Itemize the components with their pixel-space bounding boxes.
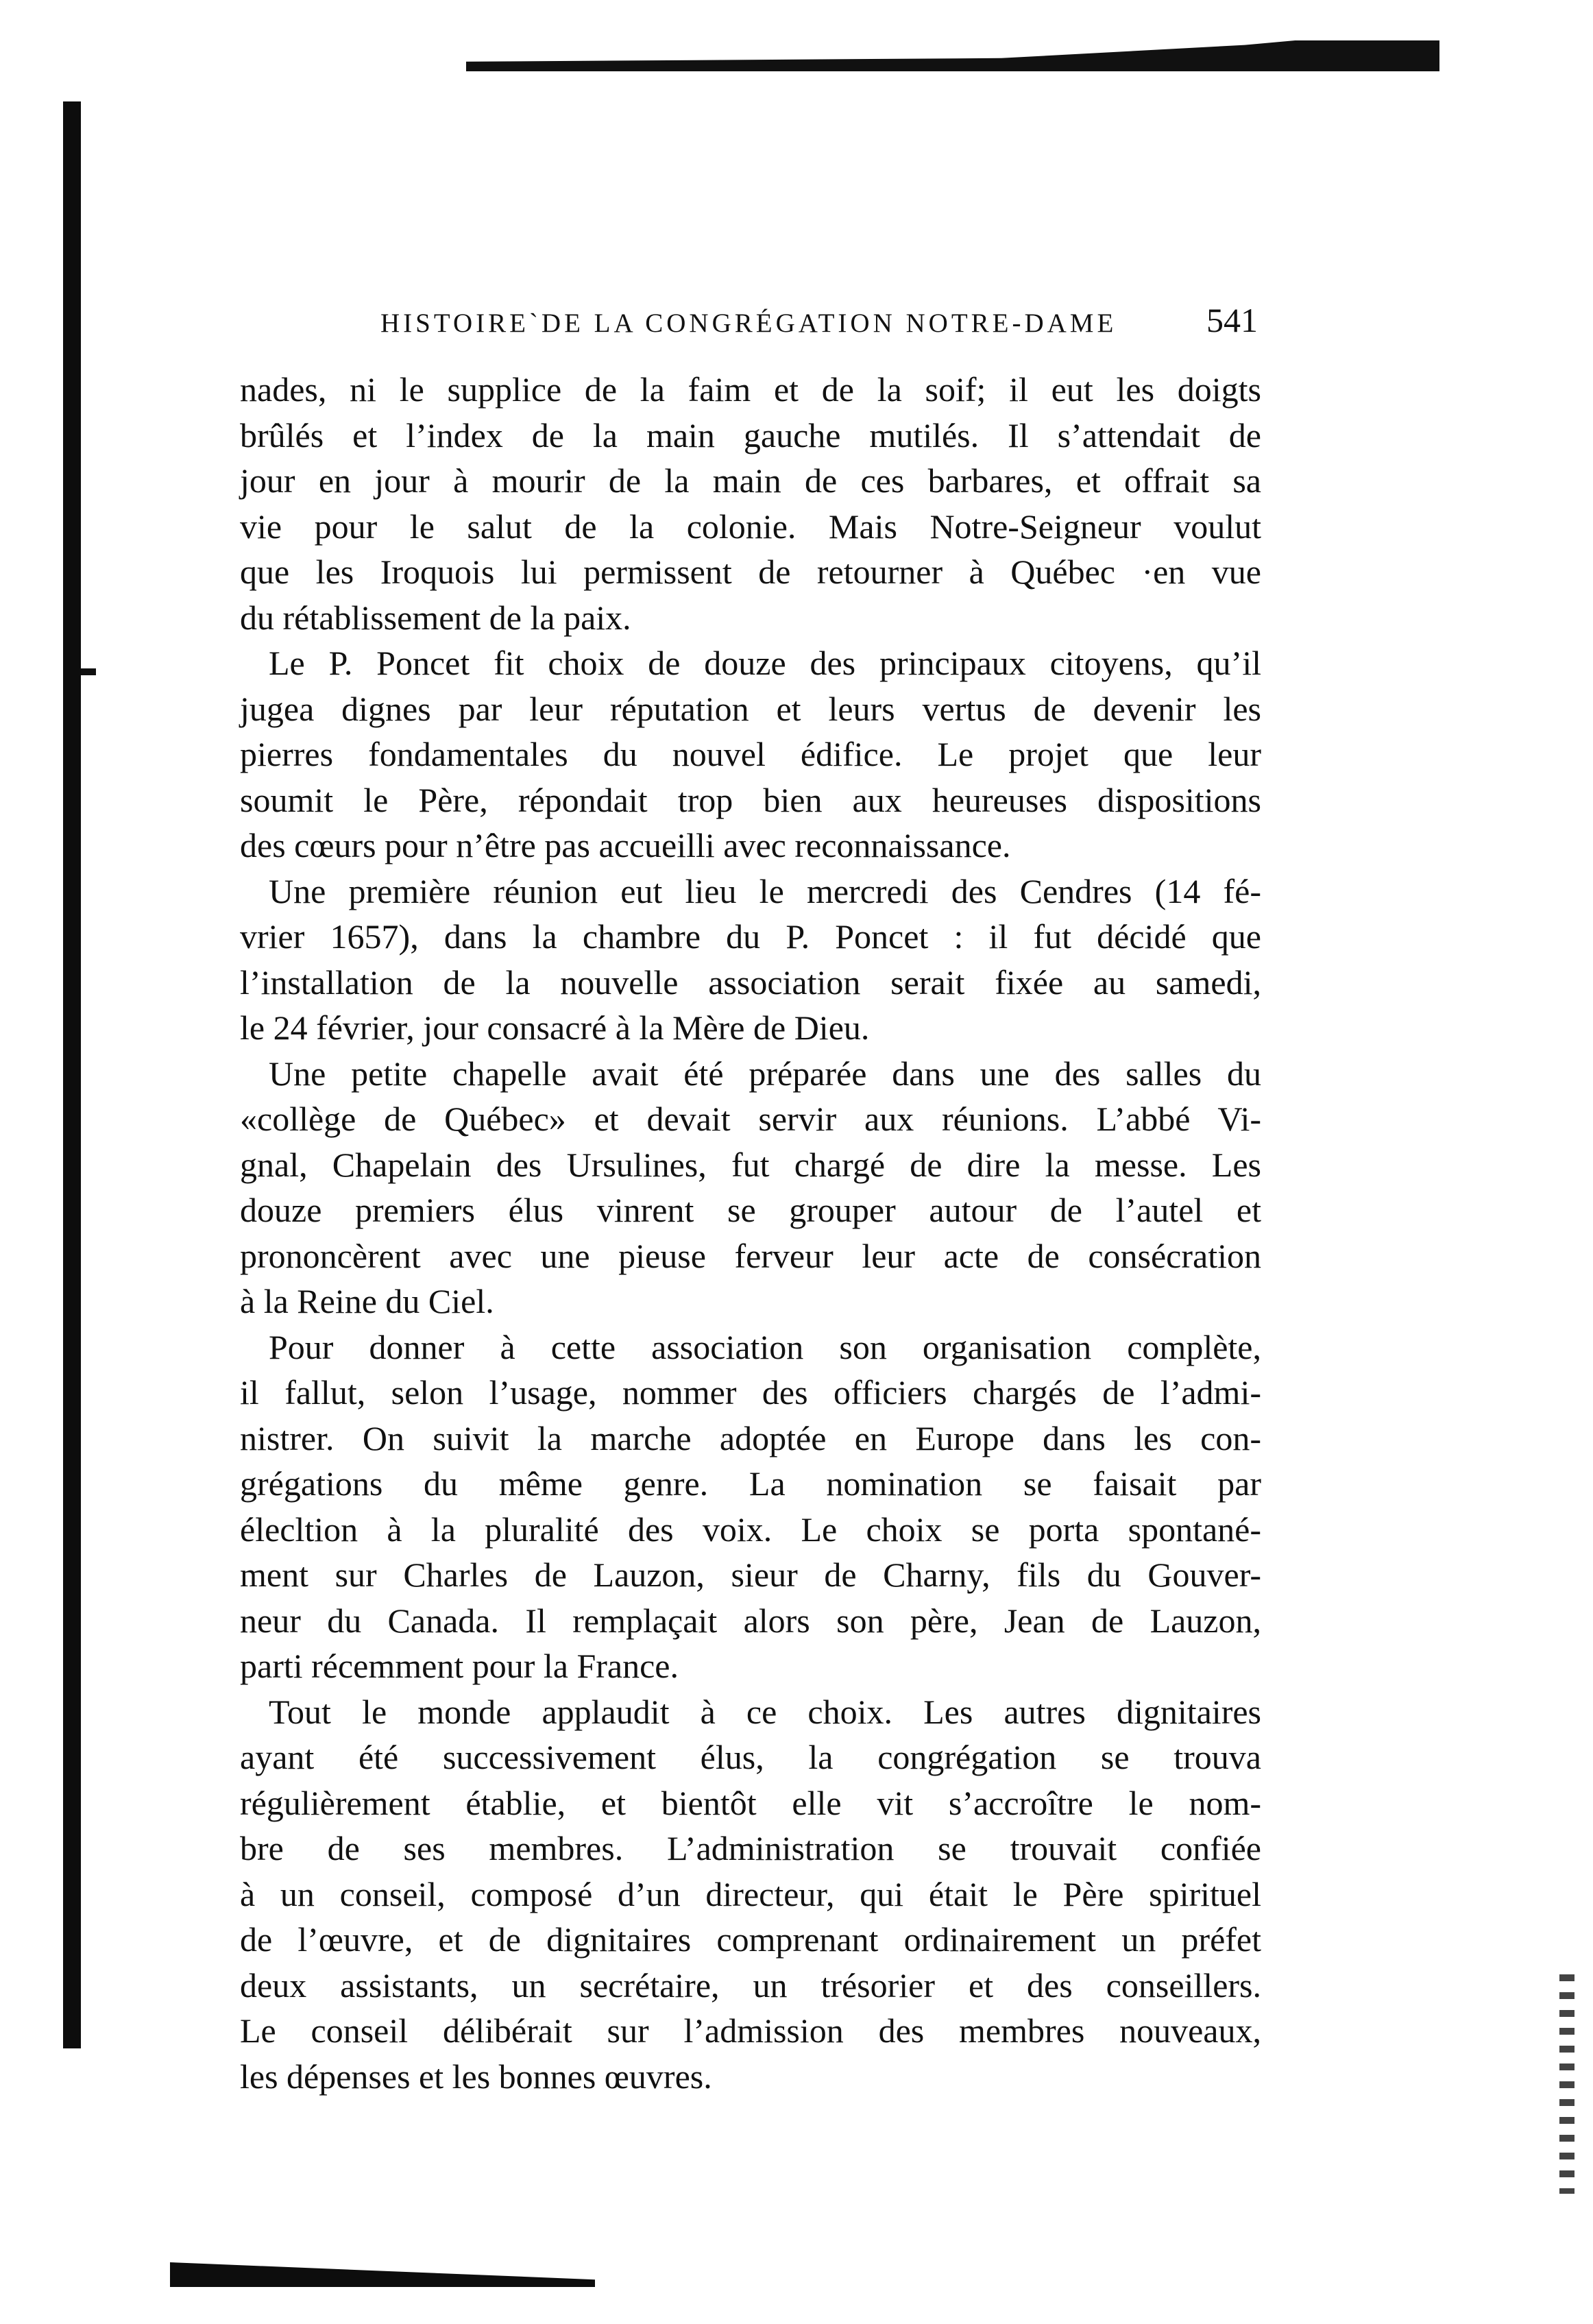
- text-line: les dépenses et les bonnes œuvres.: [240, 2057, 712, 2096]
- text-line: neur du Canada. Il remplaçait alors son père, Jean de Lauzon,: [240, 1601, 1261, 1640]
- text-line: soumit le Père, répondait trop bien aux heureuses dispositions: [240, 780, 1261, 819]
- text-line: Une première réunion eut lieu le mercredi des Cendres (14 fé-: [269, 871, 1261, 910]
- text-line: des cœurs pour n’être pas accueilli avec reconnaissance.: [240, 826, 1011, 864]
- text-line: «collège de Québec» et devait servir aux réunions. L’abbé Vi-: [240, 1100, 1261, 1138]
- text-line: douze premiers élus vinrent se grouper autour de l’autel et: [240, 1191, 1261, 1229]
- running-title: HISTOIRE`DE LA CONGRÉGATION NOTRE-DAME: [380, 308, 1117, 338]
- text-line: il fallut, selon l’usage, nommer des officiers chargés de l’admi-: [240, 1373, 1261, 1412]
- text-line: régulièrement établie, et bientôt elle vit s’accroître le nom-: [240, 1783, 1261, 1822]
- text-line: parti récemment pour la France.: [240, 1647, 679, 1685]
- scan-top-edge-shadow: [466, 27, 1439, 71]
- body-text: [240, 367, 1261, 2099]
- scan-bottom-edge-shadow: [170, 2262, 595, 2287]
- text-line: à un conseil, composé d’un directeur, qui était le Père spirituel: [240, 1874, 1261, 1913]
- text-line: gnal, Chapelain des Ursulines, fut chargé de dire la messe. Les: [240, 1145, 1261, 1184]
- text-line: prononcèrent avec une pieuse ferveur leur acte de consécration: [240, 1236, 1261, 1275]
- text-line: que les Iroquois lui permissent de retourner à Québec ·en vue: [240, 553, 1261, 591]
- text-line: jugea dignes par leur réputation et leurs vertus de devenir les: [240, 689, 1261, 728]
- text-line: l’installation de la nouvelle association serait fixée au samedi,: [240, 963, 1261, 1002]
- text-line: brûlés et l’index de la main gauche mutilés. Il s’attendait de: [240, 415, 1261, 455]
- text-line: nistrer. On suivit la marche adoptée en Europe dans les con-: [240, 1418, 1261, 1457]
- scan-left-edge-shadow: [63, 101, 81, 2048]
- text-line: Le conseil délibérait sur l’admission des membres nouveaux,: [240, 2011, 1261, 2050]
- text-line: Une petite chapelle avait été préparée dans une des salles du: [269, 1054, 1261, 1093]
- text-line: vie pour le salut de la colonie. Mais Notre-Seigneur voulut: [240, 507, 1261, 546]
- text-line: Tout le monde applaudit à ce choix. Les autres dignitaires: [269, 1692, 1261, 1731]
- text-line: pierres fondamentales du nouvel édifice. Le projet que leur: [240, 735, 1261, 773]
- text-line: deux assistants, un secrétaire, un trésorier et des conseillers.: [240, 1965, 1261, 2005]
- running-head: [380, 300, 1258, 348]
- text-line: bre de ses membres. L’administration se trouvait confiée: [240, 1829, 1261, 1867]
- text-line: de l’œuvre, et de dignitaires comprenant ordinairement un préfet: [240, 1920, 1261, 1959]
- scan-right-edge-marks: [1559, 1974, 1574, 2194]
- text-line: à la Reine du Ciel.: [240, 1282, 494, 1320]
- text-line: élecltion à la pluralité des voix. Le choix se porta spontané-: [240, 1510, 1261, 1549]
- text-line: ment sur Charles de Lauzon, sieur de Charny, fils du Gouver-: [240, 1556, 1261, 1594]
- text-line: Le P. Poncet fit choix de douze des principaux citoyens, qu’il: [269, 644, 1261, 682]
- text-line: grégations du même genre. La nomination se faisait par: [240, 1464, 1261, 1503]
- text-line: Pour donner à cette association son organisation complète,: [269, 1327, 1261, 1366]
- text-line: du rétablissement de la paix.: [240, 598, 631, 637]
- page-number: 541: [1206, 301, 1258, 339]
- text-line: jour en jour à mourir de la main de ces barbares, et offrait sa: [240, 461, 1261, 500]
- text-line: nades, ni le supplice de la faim et de la soif; il eut les doigts: [240, 370, 1261, 409]
- text-line: vrier 1657), dans la chambre du P. Poncet : il fut décidé que: [240, 917, 1261, 956]
- scan-left-tick-mark: [81, 668, 96, 675]
- text-line: ayant été successivement élus, la congrégation se trouva: [240, 1738, 1261, 1776]
- text-line: le 24 février, jour consacré à la Mère de Dieu.: [240, 1008, 870, 1047]
